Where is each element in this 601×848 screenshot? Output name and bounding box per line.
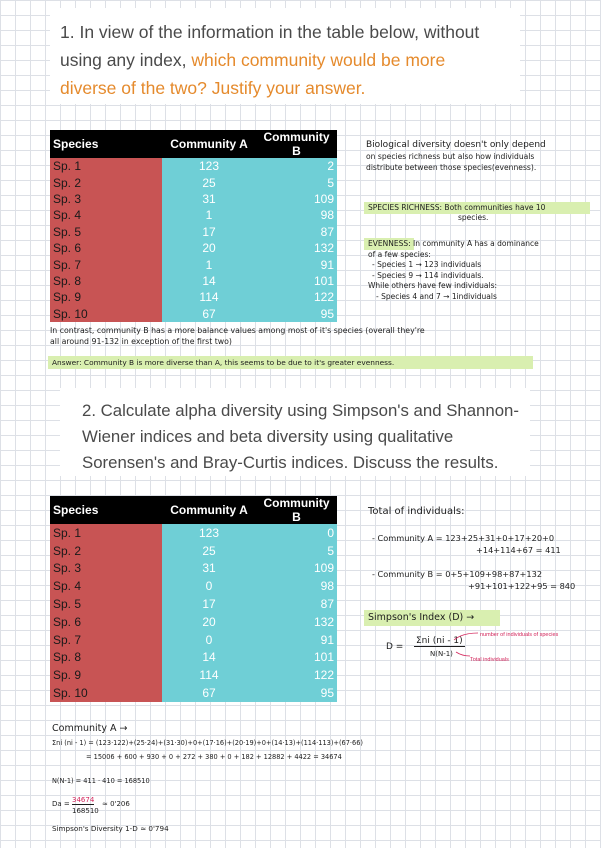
note-line: - Community B = 0+5+109+98+87+132 — [372, 569, 543, 579]
note-line: - Species 4 and 7 → 1individuals — [376, 291, 497, 301]
question-2-line-2: Wiener indices and beta diversity using qualitative — [82, 427, 454, 446]
question-1-card — [50, 8, 520, 104]
note-line: - Species 9 → 114 individuals. — [372, 270, 484, 280]
header-community-a: Community A — [162, 496, 256, 524]
table-header-row — [50, 496, 337, 524]
simpson-index-label: Simpson's Index (D) → — [368, 612, 475, 623]
community-b-cell: 109 — [256, 560, 337, 578]
header-community-b: Community B — [256, 130, 337, 158]
community-a-cell: 25 — [162, 542, 256, 560]
header-community-b: Community B — [256, 496, 337, 524]
table-row — [50, 273, 337, 289]
community-b-cell: 95 — [256, 684, 337, 702]
question-2-text — [82, 398, 528, 476]
table-row — [50, 191, 337, 207]
sum-line-2: = 15006 + 600 + 930 + 0 + 272 + 380 + 0 + 182 + 12882 + 4422 = 34674 — [86, 753, 342, 761]
community-a-cell: 14 — [162, 273, 256, 289]
da-denominator: 168510 — [72, 807, 99, 815]
total-individuals-note: Total of individuals: — [368, 506, 465, 517]
table-row — [50, 613, 337, 631]
note-line: While others have few individuals: — [368, 281, 497, 290]
species-cell: Sp. 10 — [50, 684, 162, 702]
header-species: Species — [50, 496, 162, 524]
species-cell: Sp. 7 — [50, 631, 162, 649]
table-row — [50, 666, 337, 684]
community-a-cell: 31 — [162, 560, 256, 578]
community-b-cell: 87 — [256, 595, 337, 613]
question-1-line-2 — [60, 46, 520, 74]
sum-line-1: Σni (ni - 1) = (123·122)+(25·24)+(31·30)+0+(17·16)+(20·19)+0+(14·13)+(114·113)+(67·66) — [52, 739, 363, 747]
community-b-cell: 95 — [256, 306, 337, 322]
community-a-cell: 1 — [162, 256, 256, 272]
note-line: species. — [458, 213, 489, 222]
note-line: +14+114+67 = 411 — [476, 545, 561, 555]
community-a-cell: 114 — [162, 289, 256, 305]
table-row — [50, 306, 337, 322]
species-cell: Sp. 3 — [50, 191, 162, 207]
species-cell: Sp. 9 — [50, 666, 162, 684]
table-row — [50, 207, 337, 223]
note-line: - Community A = 123+25+31+0+17+20+0 — [372, 533, 555, 543]
question-1-highlight: which community would be more — [191, 50, 446, 70]
community-a-cell: 20 — [162, 613, 256, 631]
community-a-cell: 67 — [162, 684, 256, 702]
community-a-cell: 67 — [162, 306, 256, 322]
community-b-cell: 98 — [256, 207, 337, 223]
numerator-annotation: number of individuals of species — [480, 632, 559, 638]
species-cell: Sp. 7 — [50, 256, 162, 272]
table-row — [50, 649, 337, 667]
nn-line: N(N-1) = 411 · 410 = 168510 — [52, 777, 150, 785]
species-table-1 — [50, 130, 337, 322]
table-row — [50, 240, 337, 256]
formula-left: D = — [386, 642, 404, 652]
species-cell: Sp. 9 — [50, 289, 162, 305]
table-header-row — [50, 130, 337, 158]
note-line: +91+101+122+95 = 840 — [468, 581, 576, 591]
community-a-cell: 14 — [162, 649, 256, 667]
table-row — [50, 631, 337, 649]
community-b-cell: 0 — [256, 524, 337, 542]
table-row — [50, 595, 337, 613]
formula-denominator: N(N-1) — [430, 650, 453, 658]
species-cell: Sp. 4 — [50, 207, 162, 223]
table-row — [50, 224, 337, 240]
community-a-cell: 123 — [162, 524, 256, 542]
species-table-2 — [50, 496, 337, 702]
table-row — [50, 256, 337, 272]
note-line: all around 91-132 in exception of the first two) — [50, 337, 232, 346]
table-row — [50, 542, 337, 560]
community-a-cell: 0 — [162, 577, 256, 595]
community-a-heading: Community A → — [52, 723, 128, 734]
community-b-cell: 5 — [256, 174, 337, 190]
community-b-cell: 5 — [256, 542, 337, 560]
table-row — [50, 158, 337, 174]
species-richness-note — [368, 203, 545, 223]
table-row — [50, 577, 337, 595]
da-result: ≈ 0'206 — [102, 800, 130, 808]
formula-numerator: Σni (ni - 1) — [416, 636, 463, 646]
question-2-card — [60, 388, 530, 476]
community-a-cell: 0 — [162, 631, 256, 649]
species-cell: Sp. 8 — [50, 649, 162, 667]
community-b-cell: 101 — [256, 273, 337, 289]
note-line: - Species 1 → 123 individuals — [372, 260, 482, 269]
annotation-arrows — [438, 630, 478, 660]
community-a-cell: 31 — [162, 191, 256, 207]
table-row — [50, 289, 337, 305]
community-b-total — [372, 568, 575, 592]
species-cell: Sp. 2 — [50, 174, 162, 190]
community-b-cell: 87 — [256, 224, 337, 240]
species-cell: Sp. 3 — [50, 560, 162, 578]
species-cell: Sp. 1 — [50, 158, 162, 174]
note-line: SPECIES RICHNESS: Both communities have 10 — [368, 203, 546, 212]
community-b-cell: 2 — [256, 158, 337, 174]
community-b-cell: 91 — [256, 631, 337, 649]
community-a-cell: 123 — [162, 158, 256, 174]
question-1-text — [60, 18, 520, 102]
community-b-cell: 132 — [256, 613, 337, 631]
community-a-cell: 114 — [162, 666, 256, 684]
question-2-line-3: Sorensen's and Bray-Curtis indices. Discuss the results. — [82, 453, 499, 472]
community-a-cell: 1 — [162, 207, 256, 223]
header-community-a: Community A — [162, 130, 256, 158]
community-a-total — [372, 532, 561, 556]
community-b-cell: 109 — [256, 191, 337, 207]
note-line: on species richness but also how individuals — [366, 152, 535, 161]
note-line: of a few species: — [368, 249, 431, 259]
species-cell: Sp. 6 — [50, 240, 162, 256]
community-b-cell: 98 — [256, 577, 337, 595]
simpson-diversity-line: Simpson's Diversity 1-D ≃ 0'794 — [52, 824, 169, 833]
denominator-annotation: Total individuals — [470, 657, 509, 663]
species-cell: Sp. 5 — [50, 595, 162, 613]
species-cell: Sp. 6 — [50, 613, 162, 631]
community-a-cell: 25 — [162, 174, 256, 190]
contrast-note — [50, 325, 425, 347]
note-line: EVENNESS: In community A has a dominance — [368, 239, 539, 248]
note-line: distribute between those species(evenness). — [366, 163, 537, 172]
table-row — [50, 524, 337, 542]
species-cell: Sp. 5 — [50, 224, 162, 240]
community-b-cell: 122 — [256, 666, 337, 684]
question-1-line-3: diverse of the two? Justify your answer. — [60, 78, 366, 98]
biodiversity-note — [366, 140, 546, 173]
answer-note: Answer: Community B is more diverse than A, this seems to be due to it's greater evenness. — [52, 358, 395, 367]
species-cell: Sp. 2 — [50, 542, 162, 560]
table-row — [50, 174, 337, 190]
community-a-cell: 17 — [162, 224, 256, 240]
question-1-line-2-plain: using any index, — [60, 50, 192, 70]
da-left: Da = — [52, 800, 70, 808]
da-numerator: 34674 — [72, 796, 95, 804]
community-b-cell: 122 — [256, 289, 337, 305]
species-cell: Sp. 4 — [50, 577, 162, 595]
community-a-cell: 17 — [162, 595, 256, 613]
evenness-note — [368, 239, 539, 302]
community-a-cell: 20 — [162, 240, 256, 256]
species-cell: Sp. 1 — [50, 524, 162, 542]
question-1-line-1: 1. In view of the information in the table below, without — [60, 22, 480, 42]
community-b-cell: 101 — [256, 649, 337, 667]
table-row — [50, 684, 337, 702]
header-species: Species — [50, 130, 162, 158]
species-cell: Sp. 10 — [50, 306, 162, 322]
community-b-cell: 132 — [256, 240, 337, 256]
table-row — [50, 560, 337, 578]
species-cell: Sp. 8 — [50, 273, 162, 289]
community-b-cell: 91 — [256, 256, 337, 272]
note-line: Biological diversity doesn't only depend — [366, 140, 546, 150]
note-line: In contrast, community B has a more balance values among most of it's species (overall they're — [50, 326, 425, 335]
question-2-line-1: 2. Calculate alpha diversity using Simpson's and Shannon- — [82, 401, 519, 420]
